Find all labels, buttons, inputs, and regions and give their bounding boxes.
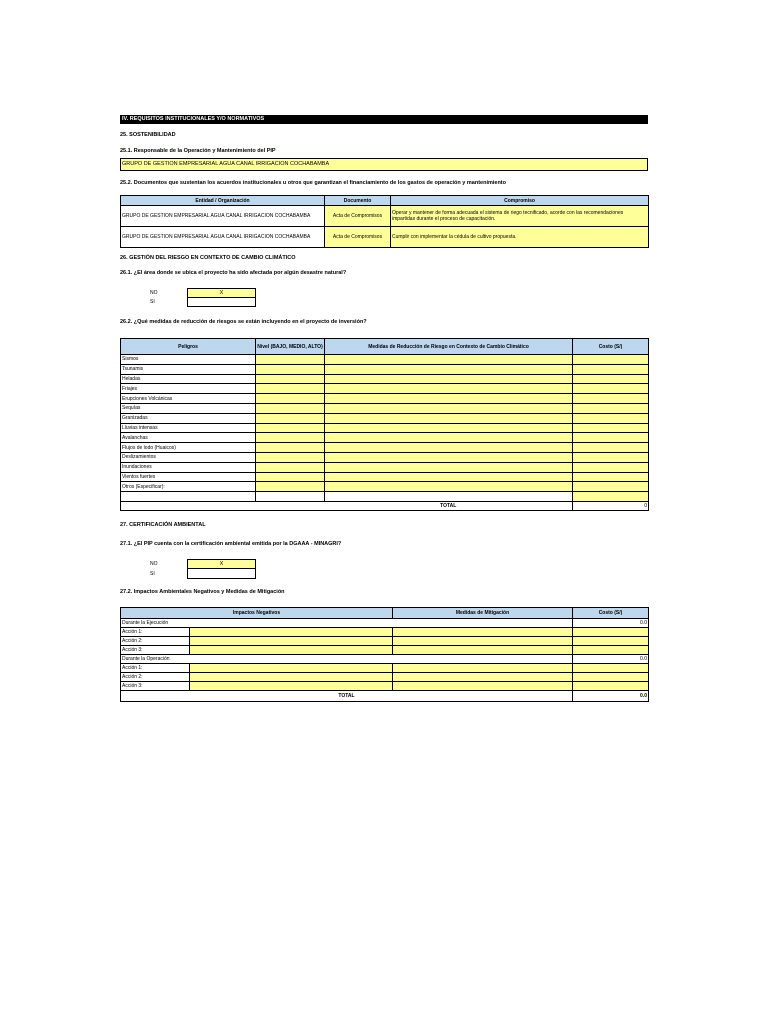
documento-cell[interactable]: Acta de Compromisos	[325, 206, 391, 227]
documento-cell[interactable]: Acta de Compromisos	[325, 227, 391, 248]
medida-cell[interactable]	[325, 472, 573, 482]
operacion-label: Durante la Operación	[121, 655, 573, 664]
table-row	[121, 628, 649, 637]
total-label: TOTAL	[325, 501, 573, 510]
si-option-cell[interactable]	[187, 297, 256, 307]
medida-cell[interactable]	[325, 384, 573, 394]
header-costo: Costo (S/)	[573, 339, 649, 355]
header-entidad: Entidad / Organización	[121, 196, 325, 206]
ejecucion-row	[121, 619, 649, 628]
question-25-1: 25.1. Responsable de la Operación y Mantenimiento del PIP	[120, 148, 276, 154]
no-option-cell[interactable]: X	[187, 288, 256, 298]
costo-cell[interactable]	[573, 364, 649, 374]
hazard-label: Heladas	[121, 374, 256, 384]
total-row	[121, 691, 649, 702]
hazard-label: Granizadas	[121, 413, 256, 423]
medida-cell[interactable]	[325, 492, 573, 502]
responsable-field[interactable]: GRUPO DE GESTION EMPRESARIAL AGUA CANAL IRRIGACION COCHABAMBA	[120, 158, 648, 171]
costo-cell[interactable]	[573, 472, 649, 482]
nivel-cell[interactable]	[256, 492, 325, 502]
entidad-cell[interactable]: GRUPO DE GESTION EMPRESARIAL AGUA CANAL IRRIGACION COCHABAMBA	[121, 227, 325, 248]
section-26-title: 26. GESTIÓN DEL RIESGO EN CONTEXTO DE CAMBIO CLIMÁTICO	[120, 255, 296, 261]
costo-cell[interactable]	[573, 673, 649, 682]
nivel-cell[interactable]	[256, 443, 325, 453]
medida-cell[interactable]	[325, 364, 573, 374]
accion-label: Acción 1:	[121, 664, 190, 673]
nivel-cell[interactable]	[256, 413, 325, 423]
hazard-label: Avalanchas	[121, 433, 256, 443]
hazard-label: Otros (Especificar):	[121, 482, 256, 492]
entidad-cell[interactable]: GRUPO DE GESTION EMPRESARIAL AGUA CANAL IRRIGACION COCHABAMBA	[121, 206, 325, 227]
hazard-label	[121, 492, 256, 502]
hazard-label: Erupciones Volcánicas	[121, 394, 256, 404]
medida-cell[interactable]	[325, 394, 573, 404]
no-label: NO	[150, 290, 158, 296]
costo-cell[interactable]	[573, 423, 649, 433]
costo-cell[interactable]	[573, 443, 649, 453]
question-27-2: 27.2. Impactos Ambientales Negativos y Medidas de Mitigación	[120, 589, 285, 595]
costo-cell[interactable]	[573, 492, 649, 502]
mitigacion-cell[interactable]	[393, 664, 573, 673]
medida-cell[interactable]	[325, 452, 573, 462]
medida-cell[interactable]	[325, 403, 573, 413]
header-medidas: Medidas de Reducción de Riesgo en Contexto de Cambio Climático	[325, 339, 573, 355]
impacto-cell[interactable]	[190, 628, 393, 637]
impacto-cell[interactable]	[190, 682, 393, 691]
medida-cell[interactable]	[325, 462, 573, 472]
question-25-2: 25.2. Documentos que sustentan los acuerdos institucionales u otros que garantizan el financiamiento de los gastos de operación y mantenimiento	[120, 180, 506, 186]
costo-cell[interactable]	[573, 637, 649, 646]
nivel-cell[interactable]	[256, 394, 325, 404]
compromiso-cell[interactable]: Operar y mantener de forma adecuada el sistema de riego tecnificado, acorde con las recomendaciones impartidas durante el proceso de capacitación.	[391, 206, 649, 227]
header-peligros: Peligros	[121, 339, 256, 355]
impacto-cell[interactable]	[190, 646, 393, 655]
nivel-cell[interactable]	[256, 472, 325, 482]
mitigacion-cell[interactable]	[393, 637, 573, 646]
question-26-2: 26.2. ¿Qué medidas de reducción de riesgos se están incluyendo en el proyecto de inversión?	[120, 319, 367, 325]
section-27-title: 27. CERTIFICACIÓN AMBIENTAL	[120, 522, 206, 528]
table-row	[121, 227, 649, 248]
total-row	[121, 501, 649, 510]
costo-cell[interactable]	[573, 384, 649, 394]
hazard-row	[121, 403, 649, 413]
hazard-label: Sismos	[121, 355, 256, 365]
nivel-cell[interactable]	[256, 384, 325, 394]
costo-cell[interactable]	[573, 682, 649, 691]
accion-label: Acción 3:	[121, 646, 190, 655]
hazard-label: Vientos fuertes	[121, 472, 256, 482]
hazard-label: Inundaciones	[121, 462, 256, 472]
hazard-row	[121, 374, 649, 384]
costo-cell[interactable]	[573, 413, 649, 423]
hazard-label: Deslizamientos	[121, 452, 256, 462]
hazard-row	[121, 413, 649, 423]
no-option-cell[interactable]: X	[187, 559, 256, 569]
header-mitigacion: Medidas de Mitigación	[393, 608, 573, 619]
table-row	[121, 682, 649, 691]
hazard-label: Sequías	[121, 403, 256, 413]
accion-label: Acción 1:	[121, 628, 190, 637]
total-value: 0	[573, 501, 649, 510]
costo-cell[interactable]	[573, 664, 649, 673]
hazard-label: Friajes	[121, 384, 256, 394]
si-label: SI	[150, 571, 155, 577]
nivel-cell[interactable]	[256, 364, 325, 374]
nivel-cell[interactable]	[256, 423, 325, 433]
hazard-row	[121, 472, 649, 482]
risk-table	[120, 338, 649, 511]
medida-cell[interactable]	[325, 482, 573, 492]
medida-cell[interactable]	[325, 413, 573, 423]
accion-label: Acción 3:	[121, 682, 190, 691]
hazard-row	[121, 423, 649, 433]
nivel-cell[interactable]	[256, 403, 325, 413]
medida-cell[interactable]	[325, 433, 573, 443]
nivel-cell[interactable]	[256, 355, 325, 365]
operacion-value: 0.0	[573, 655, 649, 664]
medida-cell[interactable]	[325, 355, 573, 365]
nivel-cell[interactable]	[256, 482, 325, 492]
header-impactos: Impactos Negativos	[121, 608, 393, 619]
hazard-row	[121, 355, 649, 365]
hazard-row	[121, 443, 649, 453]
hazard-label: Flujos de lodo (Huaicos)	[121, 443, 256, 453]
medida-cell[interactable]	[325, 423, 573, 433]
mitigacion-cell[interactable]	[393, 682, 573, 691]
hazard-label: Tsunamis	[121, 364, 256, 374]
ejecucion-value: 0.0	[573, 619, 649, 628]
hazard-row	[121, 492, 649, 502]
nivel-cell[interactable]	[256, 374, 325, 384]
nivel-cell[interactable]	[256, 462, 325, 472]
no-label: NO	[150, 561, 158, 567]
hazard-row	[121, 394, 649, 404]
total-value: 0.0	[573, 691, 649, 702]
si-label: SI	[150, 299, 155, 305]
si-option-cell[interactable]	[187, 568, 256, 579]
costo-cell[interactable]	[573, 403, 649, 413]
nivel-cell[interactable]	[256, 433, 325, 443]
costo-cell[interactable]	[573, 355, 649, 365]
hazard-label: Lluvias intensas	[121, 423, 256, 433]
hazard-row	[121, 452, 649, 462]
medida-cell[interactable]	[325, 443, 573, 453]
costo-cell[interactable]	[573, 628, 649, 637]
table-row	[121, 637, 649, 646]
table-row	[121, 673, 649, 682]
accion-label: Acción 2:	[121, 637, 190, 646]
ejecucion-label: Durante la Ejecución	[121, 619, 573, 628]
table-row	[121, 646, 649, 655]
agreements-table	[120, 195, 649, 248]
costo-cell[interactable]	[573, 374, 649, 384]
compromiso-cell[interactable]: Cumplir con implementar la cédula de cultivo propuesta.	[391, 227, 649, 248]
table-row	[121, 206, 649, 227]
question-26-1: 26.1. ¿El área donde se ubica el proyecto ha sido afectada por algún desastre natural?	[120, 270, 347, 276]
total-label: TOTAL	[121, 691, 573, 702]
hazard-row	[121, 384, 649, 394]
impacto-cell[interactable]	[190, 673, 393, 682]
header-compromiso: Compromiso	[391, 196, 649, 206]
costo-cell[interactable]	[573, 482, 649, 492]
costo-cell[interactable]	[573, 452, 649, 462]
operacion-row	[121, 655, 649, 664]
hazard-row	[121, 482, 649, 492]
costo-cell[interactable]	[573, 433, 649, 443]
section-25-title: 25. SOSTENIBILIDAD	[120, 132, 176, 138]
impacto-cell[interactable]	[190, 637, 393, 646]
hazard-row	[121, 364, 649, 374]
accion-label: Acción 2:	[121, 673, 190, 682]
medida-cell[interactable]	[325, 374, 573, 384]
impacts-table	[120, 607, 649, 702]
nivel-cell[interactable]	[256, 452, 325, 462]
mitigacion-cell[interactable]	[393, 646, 573, 655]
hazard-row	[121, 462, 649, 472]
hazard-row	[121, 433, 649, 443]
costo-cell[interactable]	[573, 462, 649, 472]
mitigacion-cell[interactable]	[393, 673, 573, 682]
header-nivel: Nivel (BAJO, MEDIO, ALTO)	[256, 339, 325, 355]
costo-cell[interactable]	[573, 646, 649, 655]
mitigacion-cell[interactable]	[393, 628, 573, 637]
question-27-1: 27.1. ¿El PIP cuenta con la certificación ambiental emitida por la DGAAA - MINAGRI?	[120, 541, 342, 547]
costo-cell[interactable]	[573, 394, 649, 404]
header-documento: Documento	[325, 196, 391, 206]
table-row	[121, 664, 649, 673]
impacto-cell[interactable]	[190, 664, 393, 673]
header-costo: Costo (S/)	[573, 608, 649, 619]
section-title-bar: IV. REQUISITOS INSTITUCIONALES Y/O NORMATIVOS	[120, 115, 648, 124]
